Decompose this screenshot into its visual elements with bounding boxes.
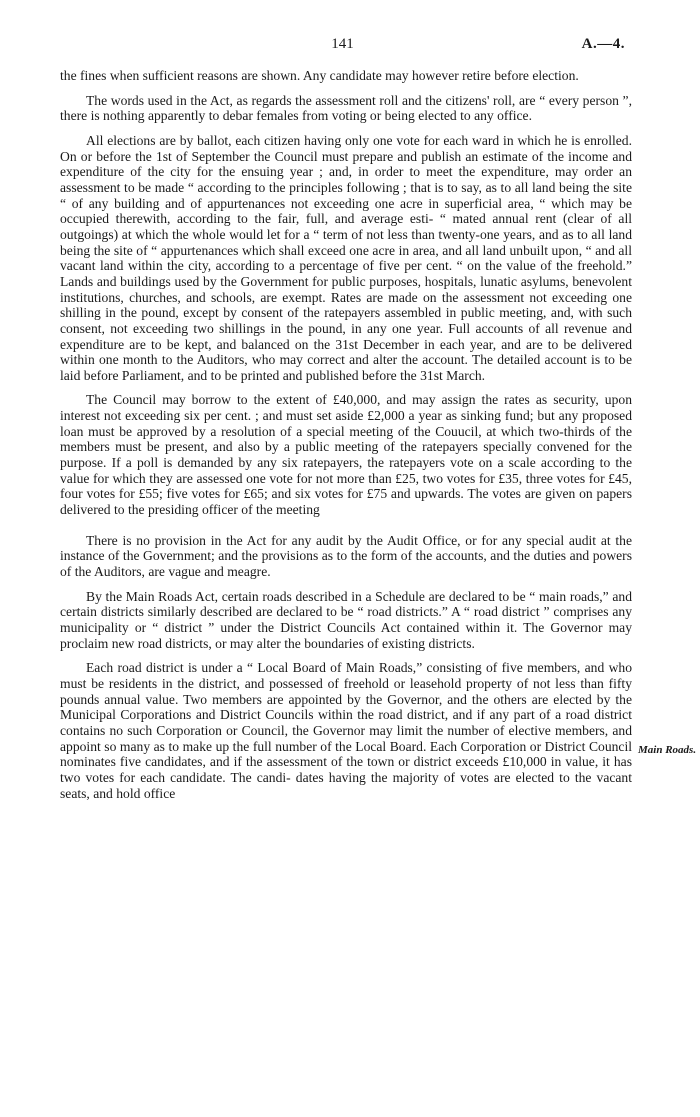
paragraph-borrowing: The Council may borrow to the extent of £40,000, and may assign the rates as security, upon interest not exceeding six per cent. ; and must set aside £2,000 a year as sinking fund; but any proposed loan must be approved by a resolution of a special meeting of the Couucil, at which two-thirds of the members must be present, and also by a public meeting of the ratepayers specially convened for the purpose. If a poll is demanded by any six ratepayers, the ratepayers vote on a scale according to the value for which they are assessed one vote for not more than £25, two votes for £35, three votes for £45, four votes for £55; five votes for £65; and six votes for £75 and upwards. The votes are given on papers delivered to the presiding officer of the meeting	[60, 392, 632, 518]
paragraph-continuation: the fines when sufficient reasons are shown. Any candidate may however retire before election.	[60, 68, 579, 83]
paragraph-voting-rights: The words used in the Act, as regards the assessment roll and the citizens' roll, are “ every person ”, there is nothing apparently to debar females from voting or being elected to any office.	[60, 92, 632, 124]
document-reference: A.—4.	[581, 36, 625, 52]
margin-note-main-roads: Main Roads.	[638, 744, 697, 756]
paragraph-local-board: Each road district is under a “ Local Board of Main Roads,” consisting of five members, and who must be residents in the district, and possessed of freehold or leasehold property of not less than fifty pounds annual value. Two members are appointed by the Governor, and the others are elected by the Municipal Corporations and District Councils within the road district, and if any part of a road district contains no such Corporation or Council, the Governor may limit the number of elective members, and appoint so many as to make up the full number of the Local Board. Each Corporation or District Council nominates five candidates, and if the assessment of the town or district exceeds £10,000 in value, it has two votes for each candidate. The candi- dates having the majority of votes are elected to the vacant seats, and hold office	[60, 660, 632, 801]
body-text	[60, 68, 632, 801]
paragraph-elections-assessment: All elections are by ballot, each citizen having only one vote for each ward in which he is enrolled. On or before the 1st of September the Council must prepare and publish an estimate of the income and expenditure of the city for the ensuing year ; and, in order to meet the expenditure, may order an assessment to be made “ according to the principles following ; that is to say, as to all land being the site “ of any building and of appurtenances not exceeding one acre in superficial area, “ which may be occupied therewith, according to the fair, full, and average esti- “ mated annual rent (clear of all outgoings) at which the whole would let for a “ term of not less than twenty-one years, and as to all land being the site of “ appurtenances which shall exceed one acre in area, and all land unbuilt upon, “ and all vacant land within the city, according to a percentage of five per cent. “ on the value of the freehold.” Lands and buildings used by the Government for public purposes, hospitals, lunatic asylums, benevolent institutions, churches, and schools, are exempt. Rates are made on the assessment not exceeding one shilling in the pound, except by consent of the ratepayers assembled in public meeting, and, with such consent, not exceeding two shillings in the pound, in any one year. Full accounts of all revenue and expenditure are to be kept, and balanced on the 31st December in each year, and are to be delivered within one month to the Auditors, who may correct and alter the account. The detailed account is to be laid before Parliament, and to be printed and published before the 31st March.	[60, 132, 632, 383]
paragraph-main-roads-act: By the Main Roads Act, certain roads described in a Schedule are declared to be “ main roads,” and certain districts similarly described are declared to be “ road districts.” A “ road district ” comprises any municipality or “ district ” under the District Councils Act contained within it. The Governor may proclaim new road districts, or may alter the boundaries of existing districts.	[60, 588, 632, 651]
page-number: 141	[331, 36, 354, 52]
page-header	[60, 36, 625, 56]
paragraph-audit: There is no provision in the Act for any audit by the Audit Office, or for any special audit at the instance of the Government; and the provisions as to the form of the accounts, and the duties and powers of the Auditors, are vague and meagre.	[60, 532, 632, 580]
